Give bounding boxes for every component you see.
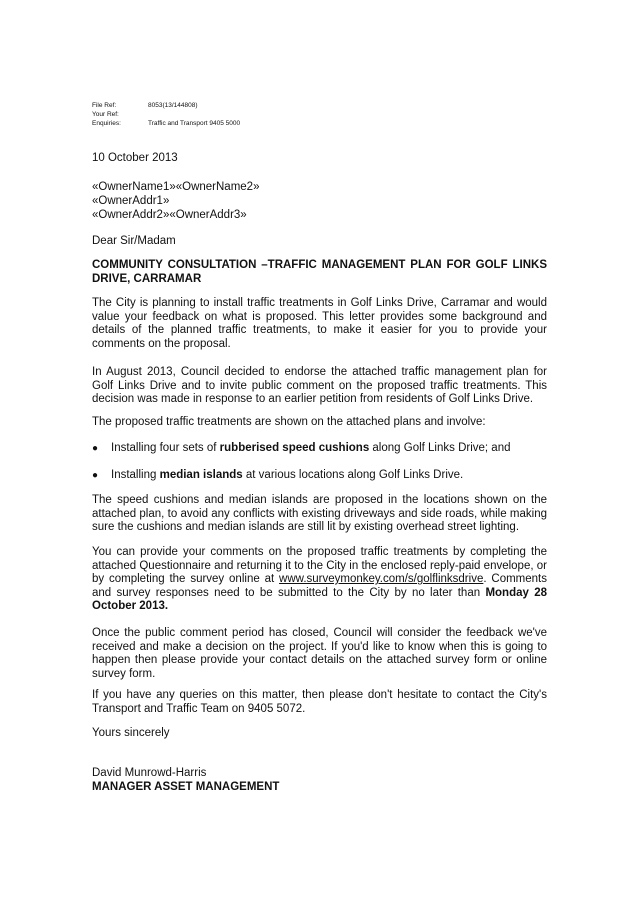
paragraph-intro: The City is planning to install traffic treatments in Golf Links Drive, Carramar and would value your feedback on what is proposed. This letter provides some background and details of the planned traffic treatments, to make it easier for you to provide your comments on the proposal. <box>92 297 547 350</box>
list-item <box>92 442 547 456</box>
address-line-2: «OwnerAddr1» <box>92 195 170 207</box>
signature-block <box>92 766 279 794</box>
bullet-marker: ● <box>92 443 99 454</box>
paragraph-next-steps: Once the public comment period has closed, Council will consider the feedback we've received and make a decision on the project. If you'd like to know when this is going to happen then please provide your contact details on the attached survey form or online survey form. <box>92 627 547 680</box>
address-line-1: «OwnerName1»«OwnerName2» <box>92 181 260 193</box>
list-item <box>92 469 547 483</box>
deadline-text: Monday 28 October 2013. <box>92 586 547 613</box>
reference-block <box>92 101 240 128</box>
enquiries-label: Enquiries: <box>92 120 121 127</box>
file-ref-row <box>92 101 240 110</box>
enquiries-row <box>92 119 240 128</box>
list-item-text-pre: Installing four sets of <box>111 442 220 454</box>
treatments-list <box>92 442 547 482</box>
closing: Yours sincerely <box>92 727 170 739</box>
recipient-address <box>92 180 259 222</box>
your-ref-label: Your Ref: <box>92 111 119 118</box>
list-item-text-post: along Golf Links Drive; and <box>369 442 511 454</box>
address-line-3: «OwnerAddr2»«OwnerAddr3» <box>92 209 247 221</box>
file-ref-label: File Ref: <box>92 102 117 109</box>
comments-text-b: . Comments and survey responses need to be submitted to the City by no later than <box>92 573 547 599</box>
subject-heading: COMMUNITY CONSULTATION –TRAFFIC MANAGEMENT PLAN FOR GOLF LINKS DRIVE, CARRAMAR <box>92 259 547 285</box>
paragraph-comments <box>92 546 547 614</box>
file-ref-value: 8053(13/144808) <box>148 102 198 109</box>
signer-name: David Munrowd-Harris <box>92 767 207 779</box>
comments-text-a: You can provide your comments on the proposed traffic treatments by completing the attached Questionnaire and returning it to the City in the enclosed reply-paid envelope, or by completing the survey online at <box>92 546 547 586</box>
your-ref-row <box>92 110 240 119</box>
paragraph-treatments-intro: The proposed traffic treatments are shown on the attached plans and involve: <box>92 416 486 428</box>
list-item-text-bold: median islands <box>159 468 243 481</box>
salutation: Dear Sir/Madam <box>92 235 176 247</box>
list-item-text-post: at various locations along Golf Links Drive. <box>242 468 464 481</box>
paragraph-background: In August 2013, Council decided to endorse the attached traffic management plan for Golf Links Drive and to invite public comment on the proposed traffic treatments. This decision was made in response to an earlier petition from residents of Golf Links Drive. <box>92 366 547 406</box>
letter-date: 10 October 2013 <box>92 152 178 164</box>
paragraph-queries: If you have any queries on this matter, then please don't hesitate to contact the City's Transport and Traffic Team on 9405 5072. <box>92 689 547 715</box>
bullet-marker: ● <box>92 469 99 481</box>
survey-link[interactable]: www.surveymonkey.com/s/golflinksdrive <box>279 573 484 586</box>
list-item-text-bold: rubberised speed cushions <box>219 442 370 454</box>
enquiries-value: Traffic and Transport 9405 5000 <box>148 120 241 127</box>
list-item-text-pre: Installing <box>111 468 160 481</box>
paragraph-locations: The speed cushions and median islands are proposed in the locations shown on the attached plan, to avoid any conflicts with existing driveways and side roads, while making sure the cushions and median islands are still lit by existing overhead street lighting. <box>92 494 547 534</box>
signer-title: MANAGER ASSET MANAGEMENT <box>92 781 280 793</box>
